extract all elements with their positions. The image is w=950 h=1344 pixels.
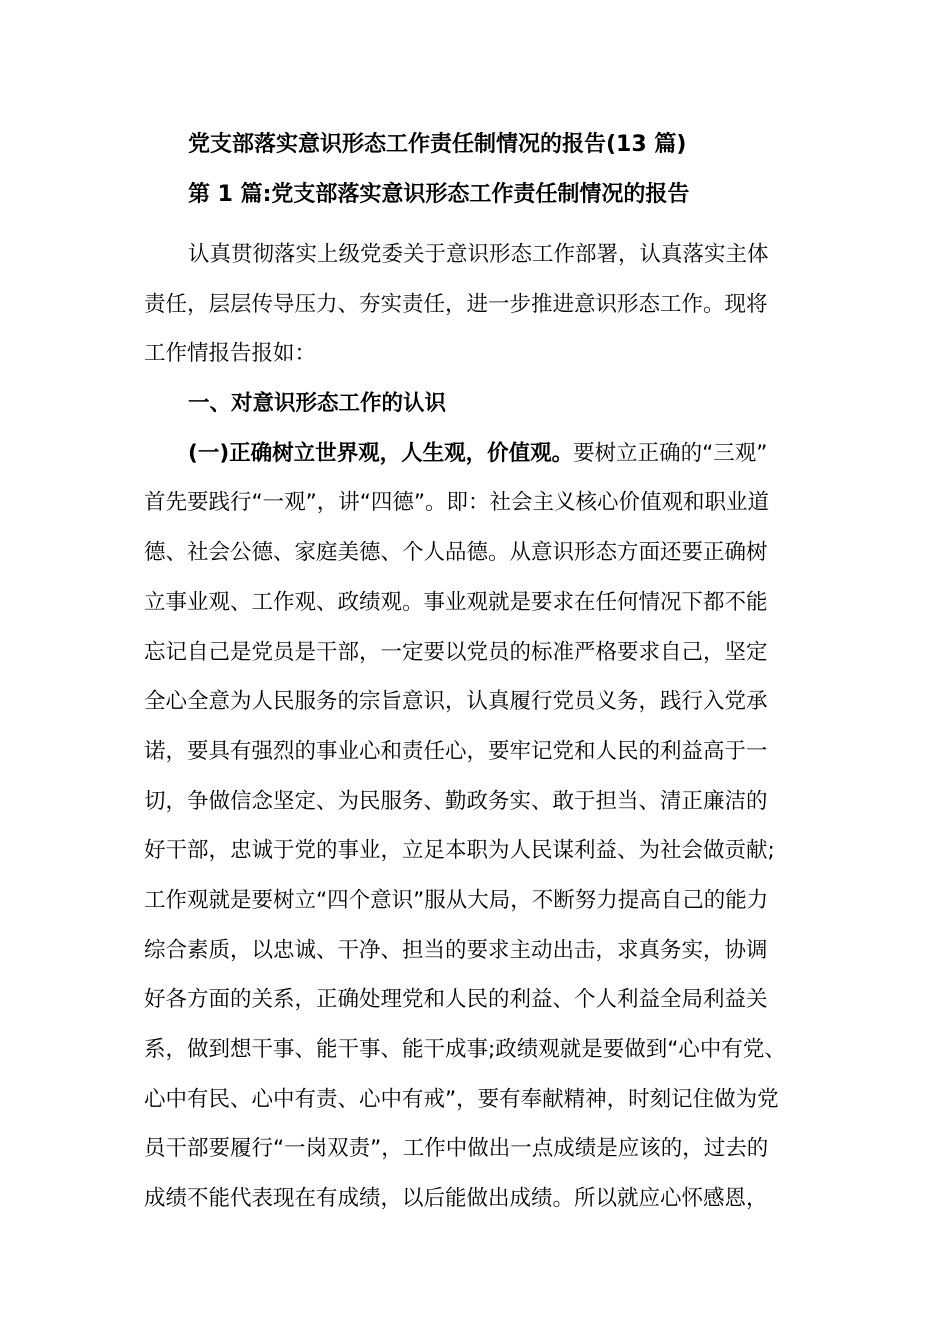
body-line: 员干部要履行“一岗双责”，工作中做出一点成绩是应该的，过去的 — [144, 1136, 769, 1162]
intro-paragraph — [144, 230, 824, 379]
body-line: 好干部，忠诚于党的事业，立足本职为人民谋利益、为社会做贡献; — [144, 838, 775, 864]
body-line: 系，做到想干事、能干事、能干成事;政绩观就是要做到“心中有党、 — [144, 1037, 786, 1062]
body-line: 首先要践行“一观”，讲“四德”。即：社会主义核心价值观和职业道 — [144, 490, 770, 516]
body-line: 综合素质，以忠诚、干净、担当的要求主动出击，求真务实，协调 — [144, 937, 768, 963]
document-page — [144, 132, 824, 1224]
document-title: 党支部落实意识形态工作责任制情况的报告(13 篇) — [188, 132, 687, 157]
body-line: 心中有民、心中有责、心中有戒”，要有奉献精神，时刻记住做为党 — [144, 1086, 779, 1112]
body-line: 忘记自己是党员是干部，一定要以党员的标准严格要求自己，坚定 — [144, 639, 768, 665]
intro-line: 责任，层层传导压力、夯实责任，进一步推进意识形态工作。现将 — [144, 291, 768, 317]
body-line: 切，争做信念坚定、为民服务、勤政务实、敢于担当、清正廉洁的 — [144, 788, 768, 814]
body-line: 诺，要具有强烈的事业心和责任心，要牢记党和人民的利益高于一 — [144, 738, 768, 764]
body-line: 成绩不能代表现在有成绩，以后能做出成绩。所以就应心怀感恩， — [144, 1186, 768, 1212]
body-line: 德、社会公德、家庭美德、个人品德。从意识形态方面还要正确树 — [144, 540, 768, 566]
subsection-first-line-rest: 要树立正确的“三观” — [573, 440, 768, 466]
intro-line: 工作情报告报如： — [144, 341, 317, 367]
section-heading: 一、对意识形态工作的认识 — [188, 391, 447, 417]
intro-line: 认真贯彻落实上级党委关于意识形态工作部署，认真落实主体 — [188, 242, 769, 267]
body-line: 好各方面的关系，正确处理党和人民的利益、个人利益全局利益关 — [144, 987, 768, 1013]
body-line: 立事业观、工作观、政绩观。事业观就是要求在任何情况下都不能 — [144, 589, 768, 615]
subsection-bold-lead: (一)正确树立世界观，人生观，价值观。 — [188, 440, 574, 466]
body-line: 全心全意为人民服务的宗旨意识，认真履行党员义务，践行入党承 — [144, 689, 768, 715]
document-subtitle: 第 1 篇:党支部落实意识形态工作责任制情况的报告 — [188, 182, 690, 207]
subsection-paragraph — [144, 429, 824, 1224]
subsection-first-line — [144, 429, 824, 479]
body-line: 工作观就是要树立“四个意识”服从大局，不断努力提高自己的能力 — [144, 887, 769, 913]
